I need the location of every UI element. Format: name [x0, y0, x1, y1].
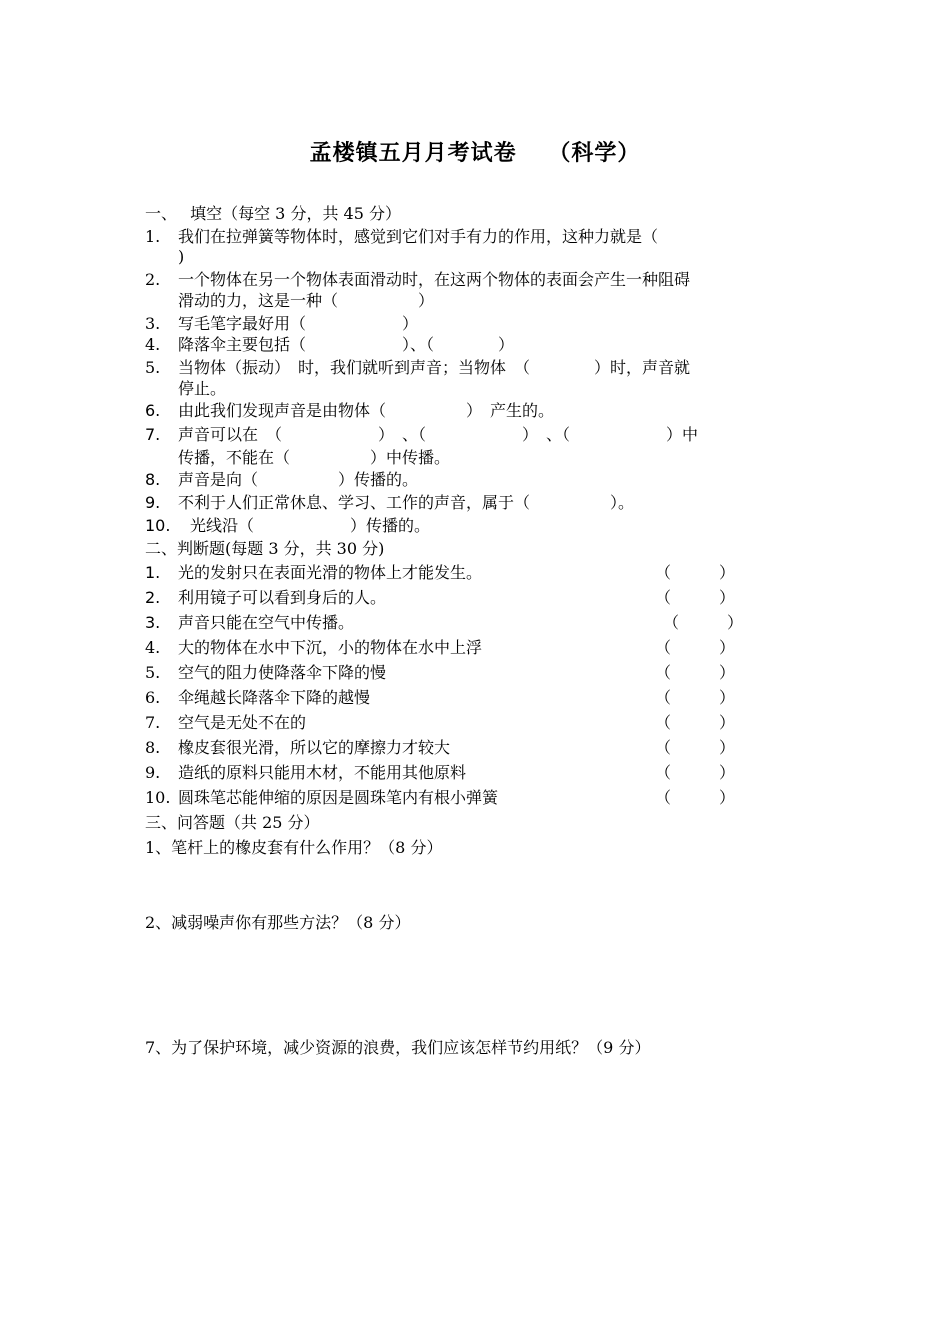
judge-item-text: 利用镜子可以看到身后的人。 — [178, 588, 387, 607]
fill-item-number: 8. — [145, 470, 161, 489]
fill-item-text: 写毛笔字最好用（ ） — [178, 314, 419, 333]
judge-item-number: 1. — [145, 563, 161, 582]
fill-item-text-cont: 停止。 — [178, 379, 227, 398]
answer-blank: （ ） — [663, 613, 744, 632]
fill-item-number: 6. — [145, 401, 161, 420]
fill-item-number: 10. — [145, 516, 171, 535]
fill-item-text: 光线沿（ ）传播的。 — [190, 516, 431, 535]
answer-blank: （ ） — [655, 638, 736, 657]
fill-item-number: 9. — [145, 493, 161, 512]
fill-item-number: 1. — [145, 227, 161, 246]
fill-item-number: 2. — [145, 270, 161, 289]
answer-blank: （ ） — [655, 563, 736, 582]
judge-item-number: 8. — [145, 738, 161, 757]
fill-item-number: 5. — [145, 358, 161, 377]
fill-item-text-cont: ) — [178, 247, 185, 266]
section1-heading: 一、 填空（每空 3 分，共 45 分） — [145, 204, 401, 223]
judge-item-text: 橡皮套很光滑，所以它的摩擦力才较大 — [178, 738, 451, 757]
judge-item-number: 10. — [145, 788, 171, 807]
fill-item-text-cont: 滑动的力，这是一种（ ） — [178, 291, 435, 310]
fill-item-text: 声音可以在 （ ） 、（ ） 、（ ）中 — [178, 425, 699, 444]
judge-item-number: 5. — [145, 663, 161, 682]
judge-item-text: 圆珠笔芯能伸缩的原因是圆珠笔内有根小弹簧 — [178, 788, 499, 807]
fill-item-text: 我们在拉弹簧等物体时，感觉到它们对手有力的作用，这种力就是（ — [178, 227, 659, 246]
answer-blank: （ ） — [655, 738, 736, 757]
fill-item-text: 一个物体在另一个物体表面滑动时，在这两个物体的表面会产生一种阻碍 — [178, 270, 691, 289]
judge-item-text: 空气是无处不在的 — [178, 713, 307, 732]
fill-item-text: 声音是向（ ）传播的。 — [178, 470, 419, 489]
judge-item-text: 声音只能在空气中传播。 — [178, 613, 355, 632]
fill-item-text: 由此我们发现声音是由物体（ ） 产生的。 — [178, 401, 555, 420]
section3-heading: 三、问答题（共 25 分） — [145, 813, 320, 832]
section2-heading: 二、判断题(每题 3 分，共 30 分) — [145, 539, 385, 558]
fill-item-text: 降落伞主要包括（ ）、（ ） — [178, 335, 515, 354]
fill-item-number: 4. — [145, 335, 161, 354]
fill-item-number: 7. — [145, 425, 161, 444]
fill-item-text: 当物体（振动） 时，我们就听到声音；当物体 （ ）时，声音就 — [178, 358, 691, 377]
judge-item-text: 大的物体在水中下沉，小的物体在水中上浮 — [178, 638, 483, 657]
judge-item-number: 2. — [145, 588, 161, 607]
answer-blank: （ ） — [655, 788, 736, 807]
judge-item-number: 6. — [145, 688, 161, 707]
fill-item-number: 3. — [145, 314, 161, 333]
judge-item-text: 空气的阻力使降落伞下降的慢 — [178, 663, 387, 682]
answer-blank: （ ） — [655, 588, 736, 607]
answer-blank: （ ） — [655, 713, 736, 732]
judge-item-number: 3. — [145, 613, 161, 632]
judge-item-text: 光的发射只在表面光滑的物体上才能发生。 — [178, 563, 483, 582]
fill-item-text: 不利于人们正常休息、学习、工作的声音，属于（ ）。 — [178, 493, 635, 512]
judge-item-number: 9. — [145, 763, 161, 782]
fill-item-text-cont: 传播，不能在（ ）中传播。 — [178, 448, 451, 467]
page-title: 孟楼镇五月月考试卷 （科学） — [309, 141, 641, 166]
judge-item-text: 伞绳越长降落伞下降的越慢 — [178, 688, 371, 707]
answer-blank: （ ） — [655, 663, 736, 682]
question-3: 7、为了保护环境，减少资源的浪费，我们应该怎样节约用纸？（9 分） — [145, 1038, 651, 1057]
judge-item-text: 造纸的原料只能用木材，不能用其他原料 — [178, 763, 467, 782]
answer-blank: （ ） — [655, 688, 736, 707]
question-1: 1、笔杆上的橡皮套有什么作用？（8 分） — [145, 838, 443, 857]
judge-item-number: 7. — [145, 713, 161, 732]
answer-blank: （ ） — [655, 763, 736, 782]
question-2: 2、减弱噪声你有那些方法？（8 分） — [145, 913, 411, 932]
judge-item-number: 4. — [145, 638, 161, 657]
